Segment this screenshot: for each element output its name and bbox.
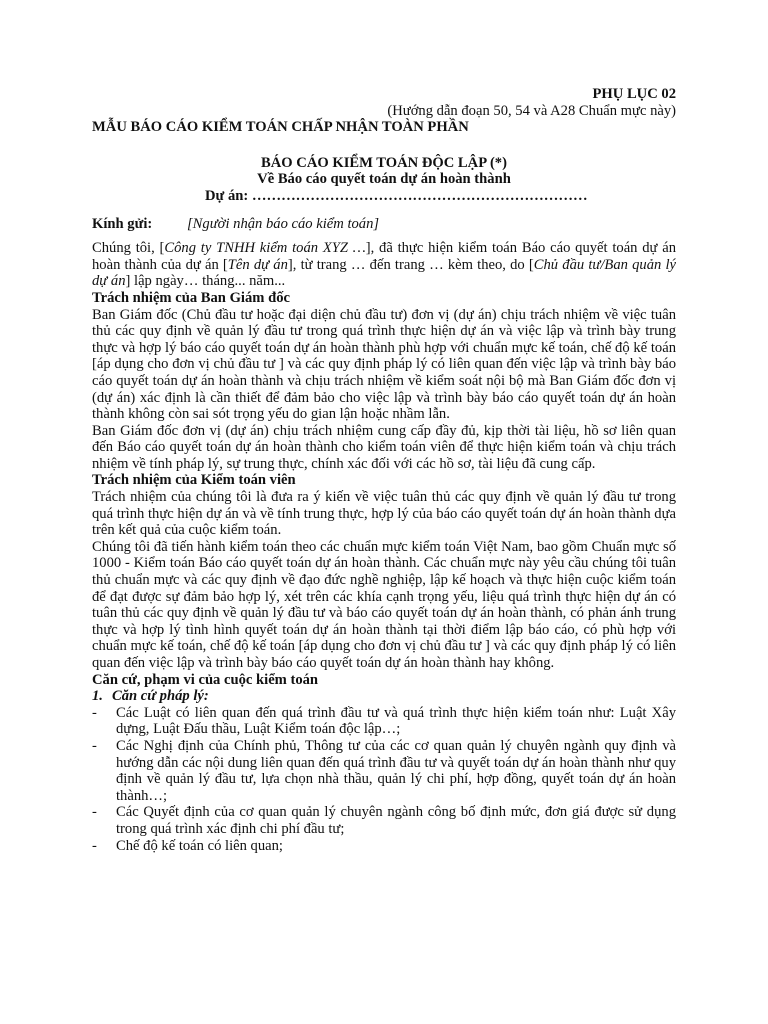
report-subtitle: Về Báo cáo quyết toán dự án hoàn thành <box>257 171 511 188</box>
auditor-paragraph-2: Chúng tôi đã tiến hành kiểm toán theo các chuẩn mực kiểm toán Việt Nam, bao gồm Chuẩn mực số 1000 - Kiểm toán Báo cáo quyết toán dự án hoàn thành. Các chuẩn mực này yêu cầu chúng tôi tuân thủ chuẩn mực và các quy định về đạo đức nghề nghiệp, lập kế hoạch và thực hiện cuộc kiểm toán để đạt được sự đảm bảo hợp lý, xét trên các khía cạnh trọng yếu, liệu quá trình thực hiện dự án có tuân thủ các quy định về quản lý đầu tư và báo cáo quyết toán dự án hoàn thành, có phản ánh trung thực và hợp lý tình hình quyết toán dự án hoàn thành tại thời điểm lập báo cáo, có phù hợp với chuẩn mực kế toán, chế độ kế toán [áp dụng cho đơn vị chủ đầu tư ] và các quy định pháp lý có liên quan đến việc lập và trình bày báo cáo quyết toán dự án hoàn thành hay không. <box>92 538 676 671</box>
auditor-heading: Trách nhiệm của Kiểm toán viên <box>92 472 296 489</box>
auditor-paragraph-1: Trách nhiệm của chúng tôi là đưa ra ý kiến về việc tuân thủ các quy định về quản lý đầu tư trong quá trình thực hiện dự án và về tính trung thực, hợp lý của báo cáo quyết toán dự án hoàn thành dựa trên kết quả của cuộc kiểm toán. <box>92 489 676 539</box>
list-item <box>92 738 676 804</box>
scope-heading: Căn cứ, phạm vi của cuộc kiểm toán <box>92 671 319 688</box>
management-paragraph-2: Ban Giám đốc đơn vị (dự án) chịu trách nhiệm cung cấp đầy đủ, kịp thời tài liệu, hồ sơ liên quan đến Báo cáo quyết toán dự án hoàn thành cho kiểm toán viên để thực hiện kiểm toán và chịu trách nhiệm về tính pháp lý, sự trung thực, chính xác đối với các hồ sơ, tài liệu đã cung cấp. <box>92 422 676 472</box>
intro-text-1: Chúng tôi, [ <box>92 240 165 257</box>
intro-company: Công ty TNHH kiểm toán XYZ … <box>164 240 366 257</box>
legal-basis-number: 1. <box>92 688 103 705</box>
document-body <box>92 86 676 854</box>
legal-basis-item <box>92 688 676 705</box>
list-item-text: Chế độ kế toán có liên quan; <box>116 837 283 854</box>
intro-text-4: ] lập ngày… tháng... năm... <box>125 273 286 290</box>
list-item-text: Các Luật có liên quan đến quá trình đầu tư và quá trình thực hiện kiểm toán như: Luật Xây dựng, Luật Đấu thầu, Luật Kiểm toán độc lập…; <box>116 704 676 738</box>
intro-text-3: ], từ trang … đến trang … kèm theo, do [ <box>287 256 534 273</box>
intro-paragraph <box>92 240 676 290</box>
project-label: Dự án: <box>205 187 252 204</box>
addressee-row <box>92 216 676 233</box>
list-item <box>92 705 676 738</box>
list-item <box>92 838 676 855</box>
list-item-text: Các Quyết định của cơ quan quản lý chuyên ngành công bố định mức, đơn giá được sử dụng trong quá trình xác định chi phí đầu tư; <box>116 804 676 837</box>
addressee-value: [Người nhận báo cáo kiểm toán] <box>187 215 380 232</box>
intro-project: Tên dự án <box>227 256 288 273</box>
list-dash: - <box>92 804 97 821</box>
report-title: BÁO CÁO KIỂM TOÁN ĐỘC LẬP (*) <box>261 154 507 171</box>
list-dash: - <box>92 704 97 721</box>
legal-basis-label: Căn cứ pháp lý: <box>112 688 209 705</box>
list-dash: - <box>92 737 97 754</box>
management-paragraph-1: Ban Giám đốc (Chủ đầu tư hoặc đại diện chủ đầu tư) đơn vị (dự án) chịu trách nhiệm về việc tuân thủ các quy định về quản lý đầu tư trong quá trình thực hiện dự án và việc lập và trình bày trung thực và hợp lý báo cáo quyết toán dự án hoàn thành phù hợp với chuẩn mực kế toán, chế độ kế toán [áp dụng cho đơn vị chủ đầu tư ] và các quy định pháp lý có liên quan đến việc lập và trình bày báo cáo quyết toán dự án hoàn thành và chịu trách nhiệm về kiểm soát nội bộ mà Ban Giám đốc đơn vị (dự án) xác định là cần thiết để đảm bảo cho việc lập và trình bày báo cáo quyết toán dự án hoàn thành không còn sai sót trọng yếu do gian lận hoặc nhầm lẫn. <box>92 306 676 423</box>
list-item-text: Các Nghị định của Chính phủ, Thông tư của các cơ quan quản lý chuyên ngành quy định và hướng dẫn các nội dung liên quan đến quá trình đầu tư và quyết toán dự án hoàn thành như quy định về quản lý đầu tư, lựa chọn nhà thầu, quản lý chi phí, hợp đồng, quyết toán dự án hoàn thành…; <box>116 737 676 804</box>
intro-owner: Chủ đầu tư/Ban quản lý dự án <box>92 256 676 290</box>
appendix-label: PHỤ LỤC 02 <box>592 86 676 102</box>
guide-note: (Hướng dẫn đoạn 50, 54 và A28 Chuẩn mực này) <box>387 102 676 119</box>
management-heading: Trách nhiệm của Ban Giám đốc <box>92 289 290 306</box>
form-title: MẪU BÁO CÁO KIỂM TOÁN CHẤP NHẬN TOÀN PHẦN <box>92 119 469 136</box>
list-item <box>92 804 676 837</box>
list-dash: - <box>92 837 97 854</box>
project-line <box>92 188 676 205</box>
addressee-label: Kính gửi: <box>92 215 153 232</box>
intro-text-2: ], đã thực hiện kiểm toán Báo cáo quyết toán dự án hoàn thành của dự án [ <box>92 240 677 273</box>
project-value: …………………………………………………………… <box>251 187 588 204</box>
